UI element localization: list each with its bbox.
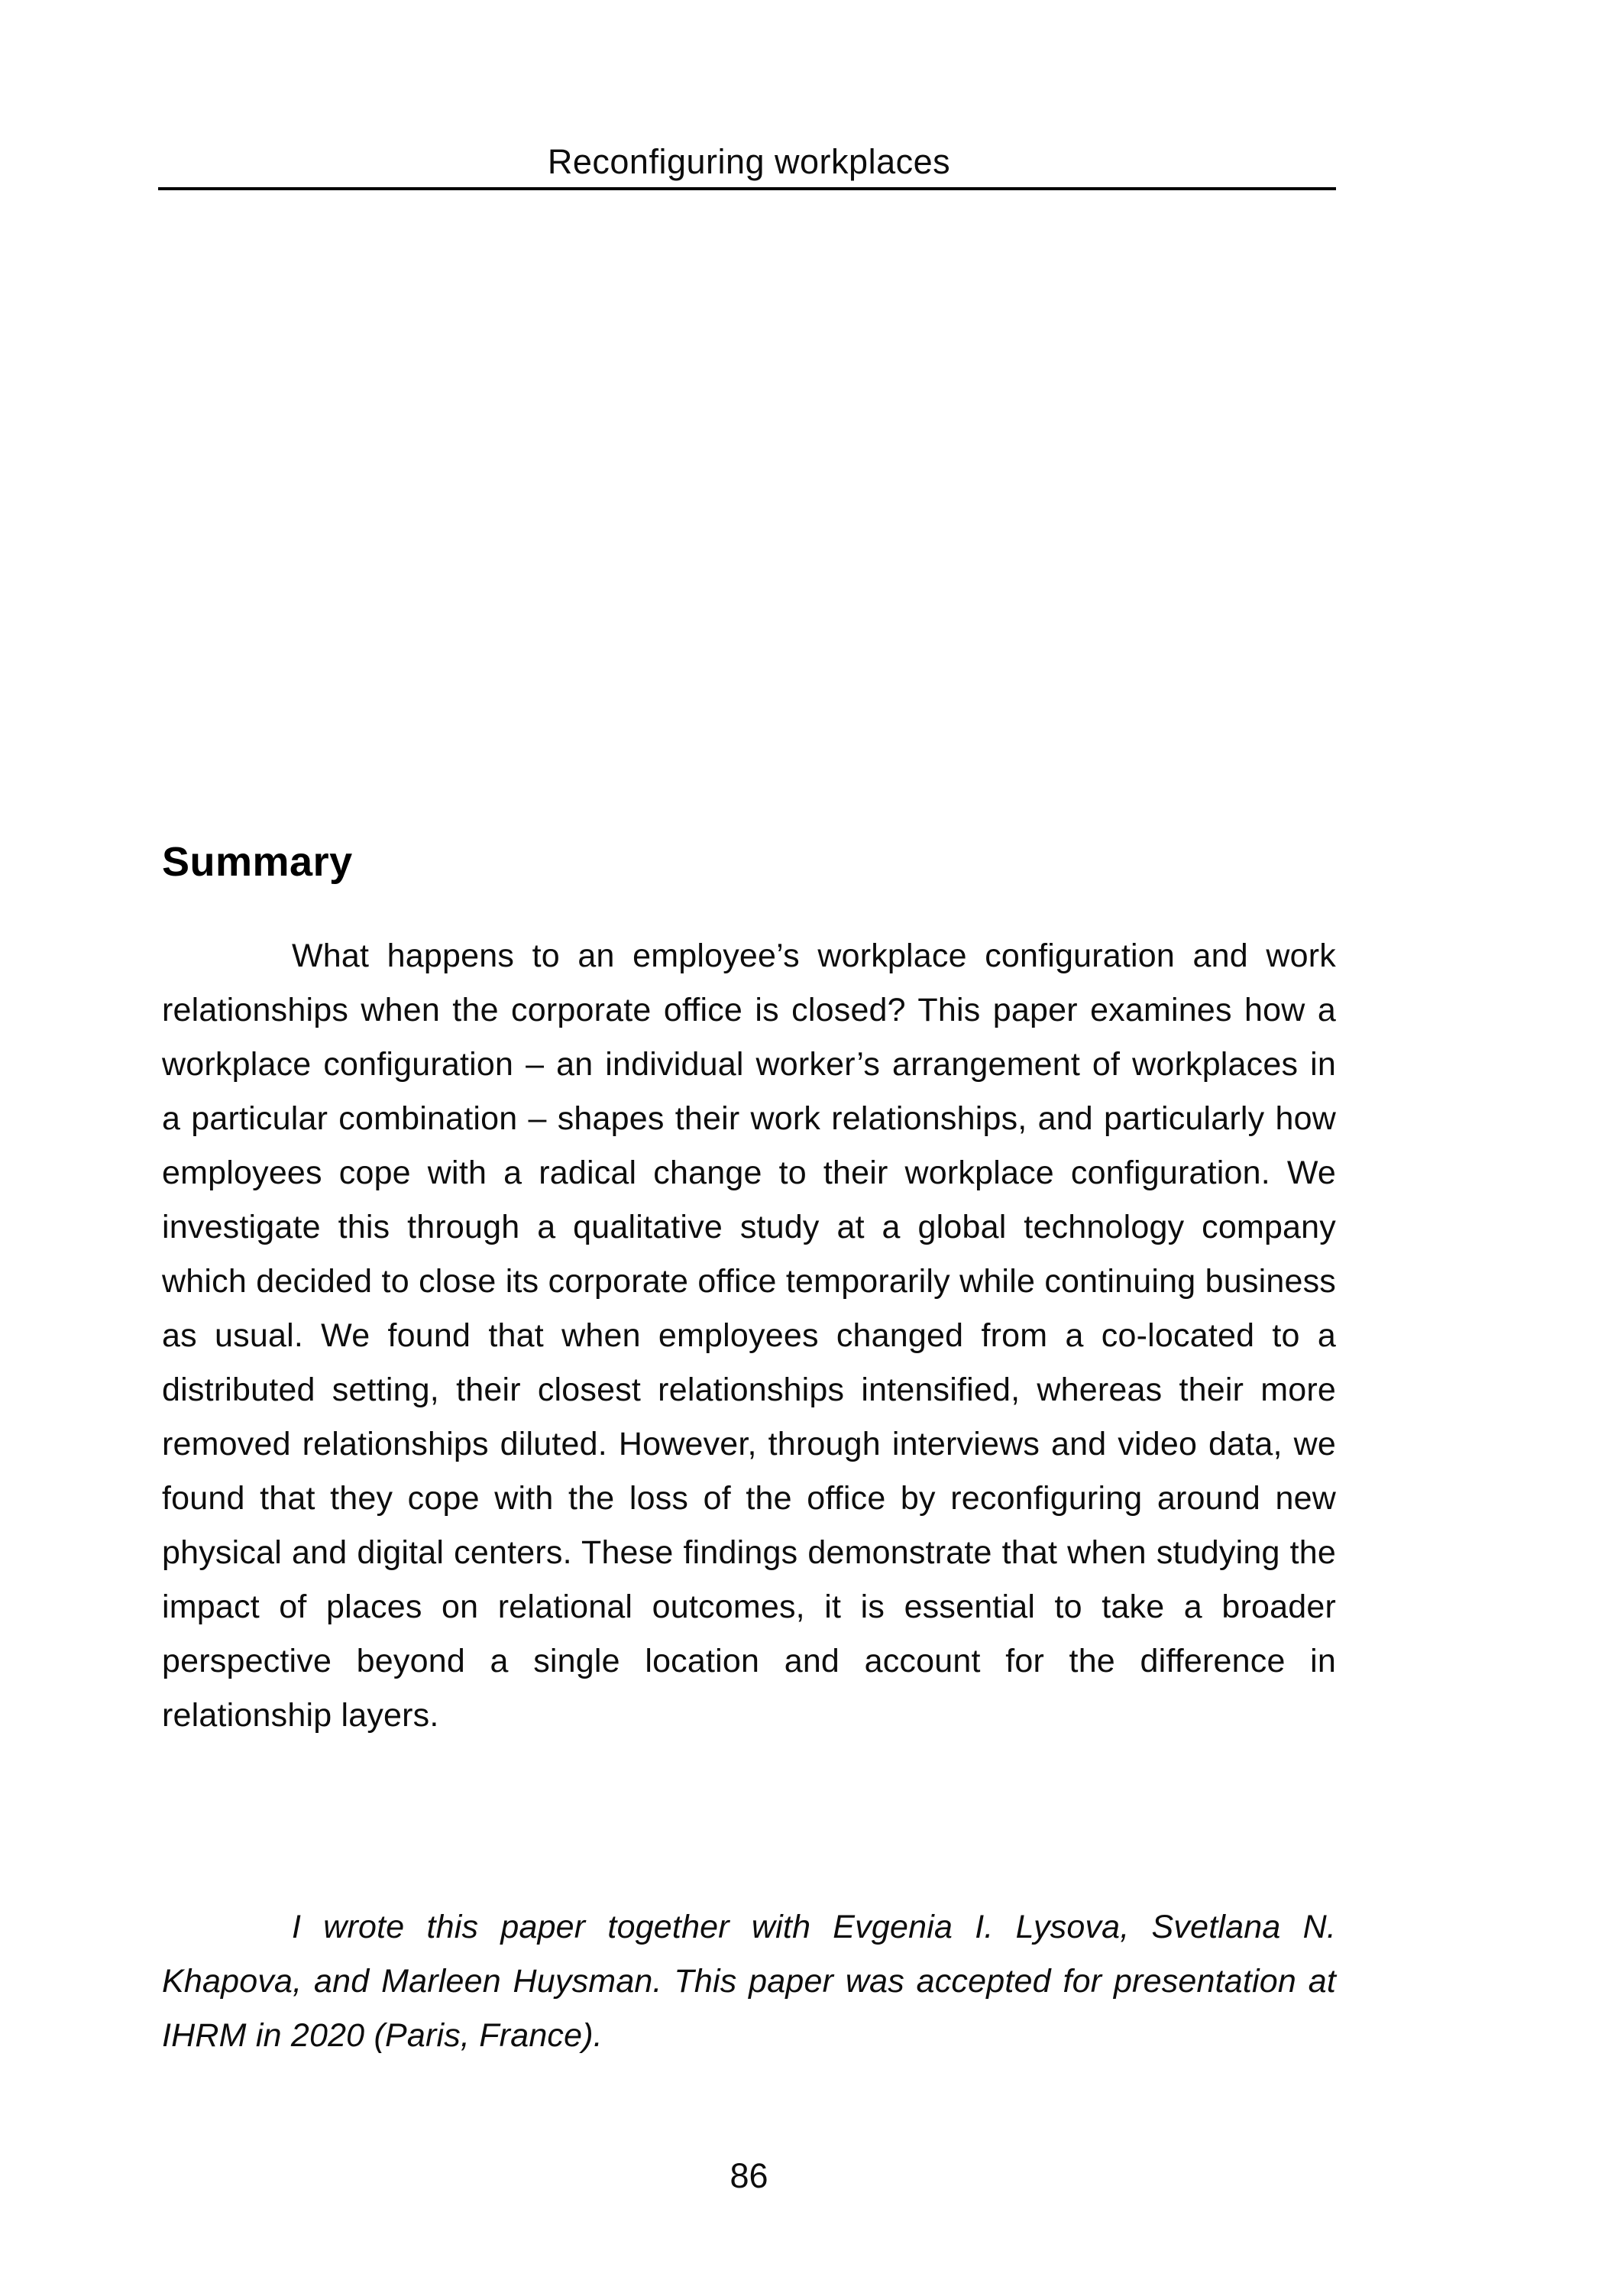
section-heading-summary: Summary <box>162 839 353 885</box>
summary-paragraph: What happens to an employee’s workplace configuration and work relationships when the corporate office is closed? This paper examines how a workplace configuration – an individual worker’s arrangement of workplaces in a particular combination – shapes their work relationships, and particularly how employees cope with a radical change to their workplace configuration. We investigate this through a qualitative study at a global technology company which decided to close its corporate office temporarily while continuing business as usual. We found that when employees changed from a co-located to a distributed setting, their closest relationships intensified, whereas their more removed relationships diluted. However, through interviews and video data, we found that they cope with the loss of the office by reconfiguring around new physical and digital centers. These findings demonstrate that when studying the impact of places on relational outcomes, it is essential to take a broader perspective beyond a single location and account for the difference in relationship layers. <box>162 938 1336 1734</box>
page-number: 86 <box>730 2156 768 2195</box>
running-header-title: Reconfiguring workplaces <box>547 142 951 181</box>
author-note-paragraph: I wrote this paper together with Evgenia I. Lysova, Svetlana N. Khapova, and Marleen Huysman. This paper was accepted for presentation at IHRM in 2020 (Paris, France). <box>162 1909 1336 2054</box>
header-rule-divider <box>158 187 1336 190</box>
